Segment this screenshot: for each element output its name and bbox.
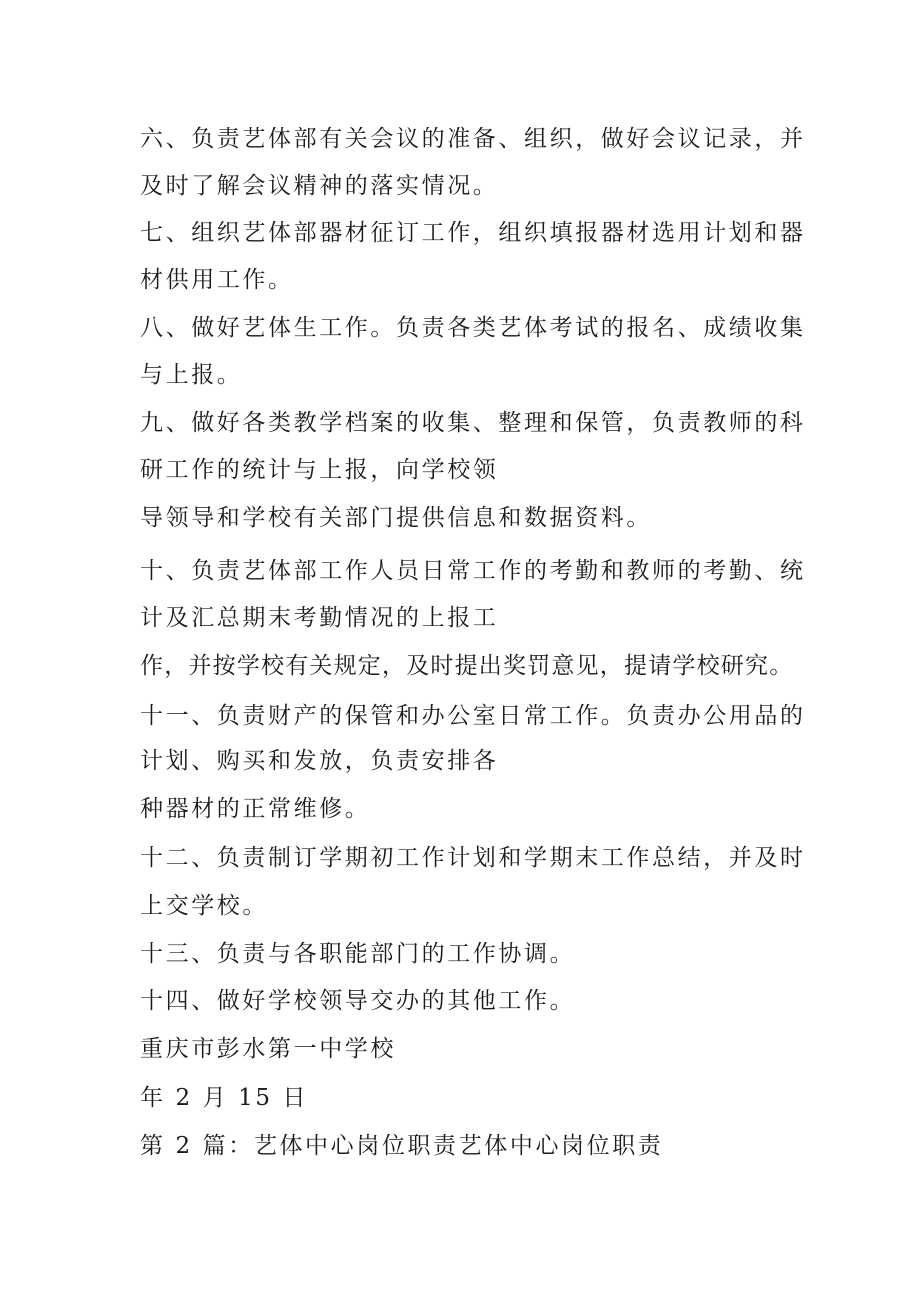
text-line-7: 九、做好各类教学档案的收集、整理和保管，负责教师的科 [140,410,806,436]
text-line-3: 七、组织艺体部器材征订工作，组织填报器材选用计划和器 [140,220,806,246]
text-line-22: 第 2 篇：艺体中心岗位职责艺体中心岗位职责 [140,1133,664,1159]
text-line-13: 十一、负责财产的保管和办公室日常工作。负责办公用品的 [140,703,806,729]
text-line-9: 导领导和学校有关部门提供信息和数据资料。 [140,505,652,531]
text-line-5: 八、做好艺体生工作。负责各类艺体考试的报名、成绩收集 [140,315,806,341]
text-line-6: 与上报。 [140,362,243,388]
text-line-10: 十、负责艺体部工作人员日常工作的考勤和教师的考勤、统 [140,558,806,584]
text-line-11: 计及汇总期末考勤情况的上报工 [140,605,499,631]
text-line-15: 种器材的正常维修。 [140,796,371,822]
text-line-16: 十二、负责制订学期初工作计划和学期末工作总结，并及时 [140,845,806,871]
text-line-17: 上交学校。 [140,893,268,919]
text-line-19: 十四、做好学校领导交办的其他工作。 [140,988,576,1014]
text-line-2: 及时了解会议精神的落实情况。 [140,173,499,199]
text-line-12: 作，并按学校有关规定，及时提出奖罚意见，提请学校研究。 [140,653,794,679]
text-line-4: 材供用工作。 [140,267,294,293]
text-line-14: 计划、购买和发放，负责安排各 [140,748,499,774]
text-line-21: 年 2 月 15 日 [140,1085,309,1111]
text-line-18: 十三、负责与各职能部门的工作协调。 [140,941,576,967]
text-line-1: 六、负责艺体部有关会议的准备、组织，做好会议记录，并 [140,126,806,152]
text-line-8: 研工作的统计与上报，向学校领 [140,457,499,483]
text-line-20: 重庆市彭水第一中学校 [140,1036,396,1062]
